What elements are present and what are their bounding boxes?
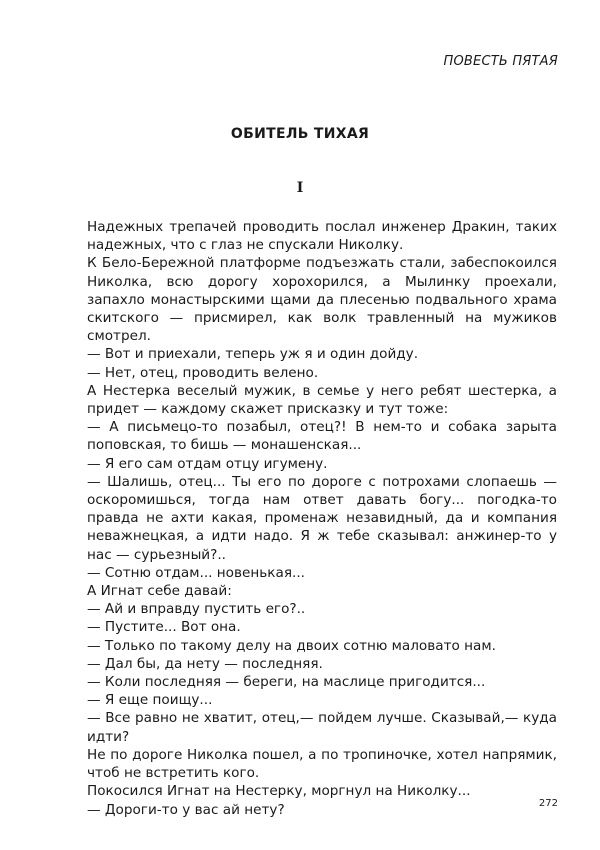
paragraph: — Я его сам отдам отцу игумену. xyxy=(87,455,328,472)
paragraph: — А письмецо-то позабыл, отец?! В нем-то и собака зарыта поповская, то бишь — монашенская... xyxy=(87,419,557,454)
paragraph: — Нет, отец, проводить велено. xyxy=(87,364,319,381)
chapter-title: ОБИТЕЛЬ ТИХАЯ xyxy=(230,126,370,142)
paragraph: Покосился Игнат на Нестерку, моргнул на Николку... xyxy=(87,783,471,800)
paragraph: — Коли последняя — береги, на маслице пригодится... xyxy=(87,674,486,691)
paragraph: А Нестерка веселый мужик, в семье у него ребят шестерка, а придет — каждому скажет присказку и тут тоже: xyxy=(87,382,557,418)
paragraph: К Бело-Бережной платформе подъезжать стали, забеспокоился Николка, всю дорогу хорохорился, а Мылинку проехали, запахло монастырскими щами да плесенью подвального храма скитского — присмирел, как волк травленный на мужиков смотрел. xyxy=(87,255,557,345)
paragraph: — Я еще поищу... xyxy=(87,692,213,709)
paragraph: — Шалишь, отец... Ты его по дороге с потрохами слопаешь — оскоромишься, тогда нам ответ давать богу... погодка-то правда не ахти какая, променаж незавидный, да и компания неважнецкая, а идти надо. Я ж тебе сказывал: анжинер-то у нас — сурьезный?.. xyxy=(87,473,557,563)
section-number: I xyxy=(296,180,304,196)
paragraph: — Вот и приехали, теперь уж я и один дойду. xyxy=(87,346,419,363)
paragraph: — Ай и вправду пустить его?.. xyxy=(87,601,306,618)
paragraph: — Дал бы, да нету — последняя. xyxy=(87,655,323,672)
paragraph: — Пустите... Вот она. xyxy=(87,619,241,636)
page-number: 272 xyxy=(538,798,558,809)
paragraph: Не по дороге Николка пошел, а по тропиночке, хотел напрямик, чтоб не встретить кого. xyxy=(87,746,557,782)
paragraph: — Сотню отдам... новенькая... xyxy=(87,564,305,581)
paragraph: А Игнат себе давай: xyxy=(87,583,232,600)
paragraph: Надежных трепачей проводить послал инженер Дракин, таких надежных, что с глаз не спускали Николку. xyxy=(87,219,557,254)
paragraph: — Только по такому делу на двоих сотню маловато нам. xyxy=(87,637,496,654)
paragraph: — Все равно не хватит, отец,— пойдем лучше. Сказывай,— куда идти? xyxy=(87,710,557,745)
body-text xyxy=(87,218,557,819)
running-head: ПОВЕСТЬ ПЯТАЯ xyxy=(443,54,558,69)
paragraph: — Дороги-то у вас ай нету? xyxy=(87,801,285,818)
